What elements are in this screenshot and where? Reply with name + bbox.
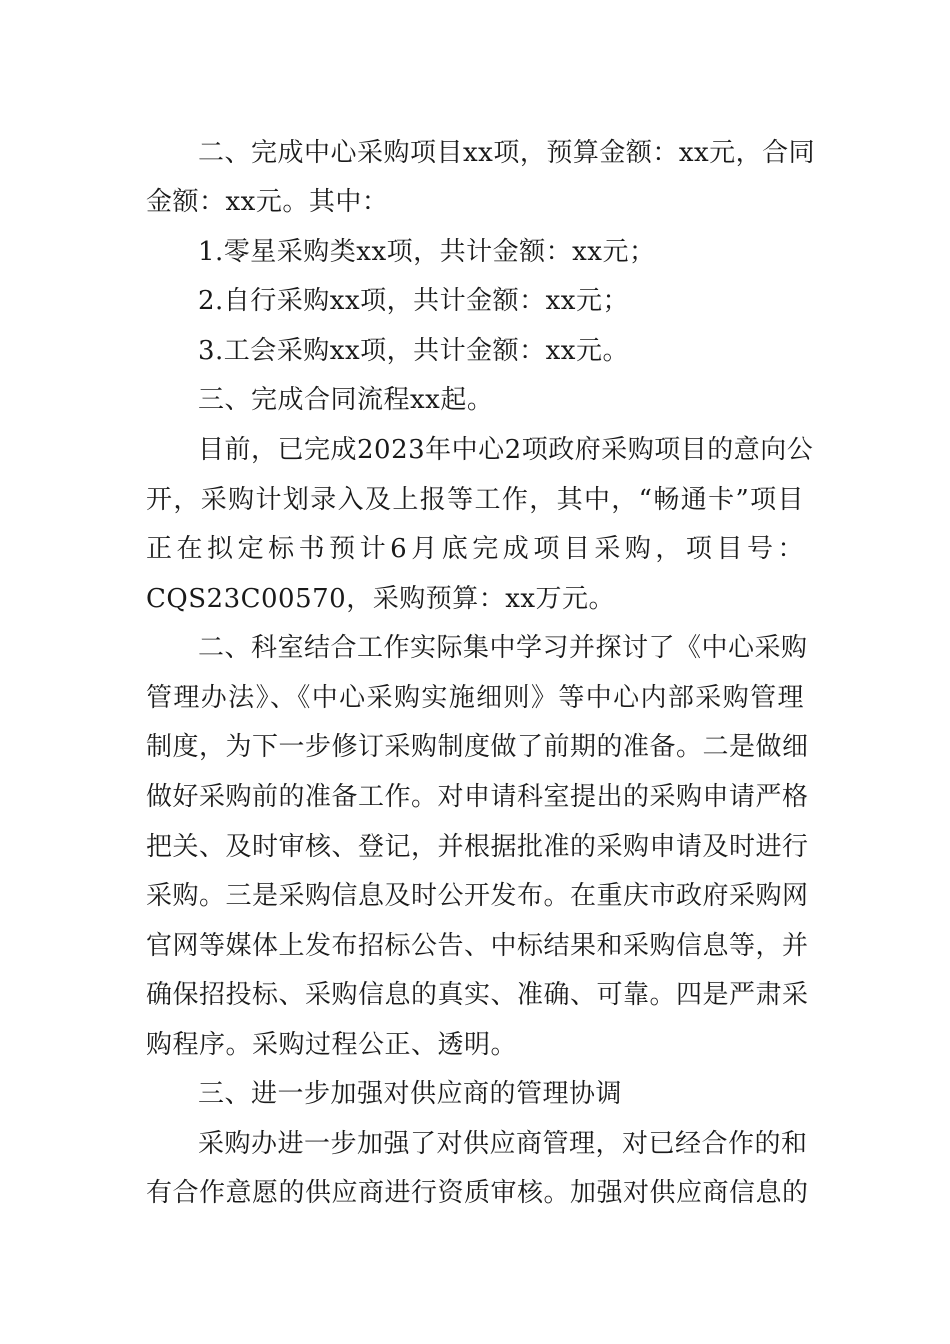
text-line-7: 目前，已完成2023年中心2项政府采购项目的意向公	[198, 435, 814, 465]
text-line-18: 确保招投标、采购信息的真实、准确、可靠。四是严肃采	[146, 980, 809, 1010]
text-line-12: 管理办法》、《中心采购实施细则》等中心内部采购管理	[146, 683, 804, 713]
text-line-13: 制度，为下一步修订采购制度做了前期的准备。二是做细	[146, 732, 809, 762]
text-line-21: 采购办进一步加强了对供应商管理，对已经合作的和	[198, 1129, 808, 1159]
text-line-10: CQS23C00570，采购预算：xx万元。	[146, 584, 616, 614]
text-line-19: 购程序。采购过程公正、透明。	[146, 1030, 518, 1060]
text-line-3: 1.零星采购类xx项，共计金额：xx元；	[198, 237, 656, 267]
text-line-4: 2.自行采购xx项，共计金额：xx元；	[198, 286, 629, 316]
text-line-8: 开，采购计划录入及上报等工作，其中，“畅通卡”项目	[146, 485, 804, 515]
text-line-6: 三、完成合同流程xx起。	[198, 385, 494, 415]
text-line-1: 二、完成中心采购项目xx项，预算金额：xx元，合同	[198, 138, 816, 168]
text-line-2: 金额：xx元。其中：	[146, 187, 389, 217]
text-line-14: 做好采购前的准备工作。对申请科室提出的采购申请严格	[146, 782, 809, 812]
text-line-20: 三、进一步加强对供应商的管理协调	[198, 1079, 623, 1109]
text-line-16: 采购。三是采购信息及时公开发布。在重庆市政府采购网	[146, 881, 809, 911]
text-line-17: 官网等媒体上发布招标公告、中标结果和采购信息等，并	[146, 931, 809, 961]
text-line-5: 3.工会采购xx项，共计金额：xx元。	[198, 336, 629, 366]
text-line-22: 有合作意愿的供应商进行资质审核。加强对供应商信息的	[146, 1178, 809, 1208]
text-line-15: 把关、及时审核、登记，并根据批准的采购申请及时进行	[146, 832, 809, 862]
text-line-9: 正在拟定标书预计6月底完成项目采购，项目号：	[146, 534, 804, 564]
text-line-11: 二、科室结合工作实际集中学习并探讨了《中心采购	[198, 633, 808, 663]
